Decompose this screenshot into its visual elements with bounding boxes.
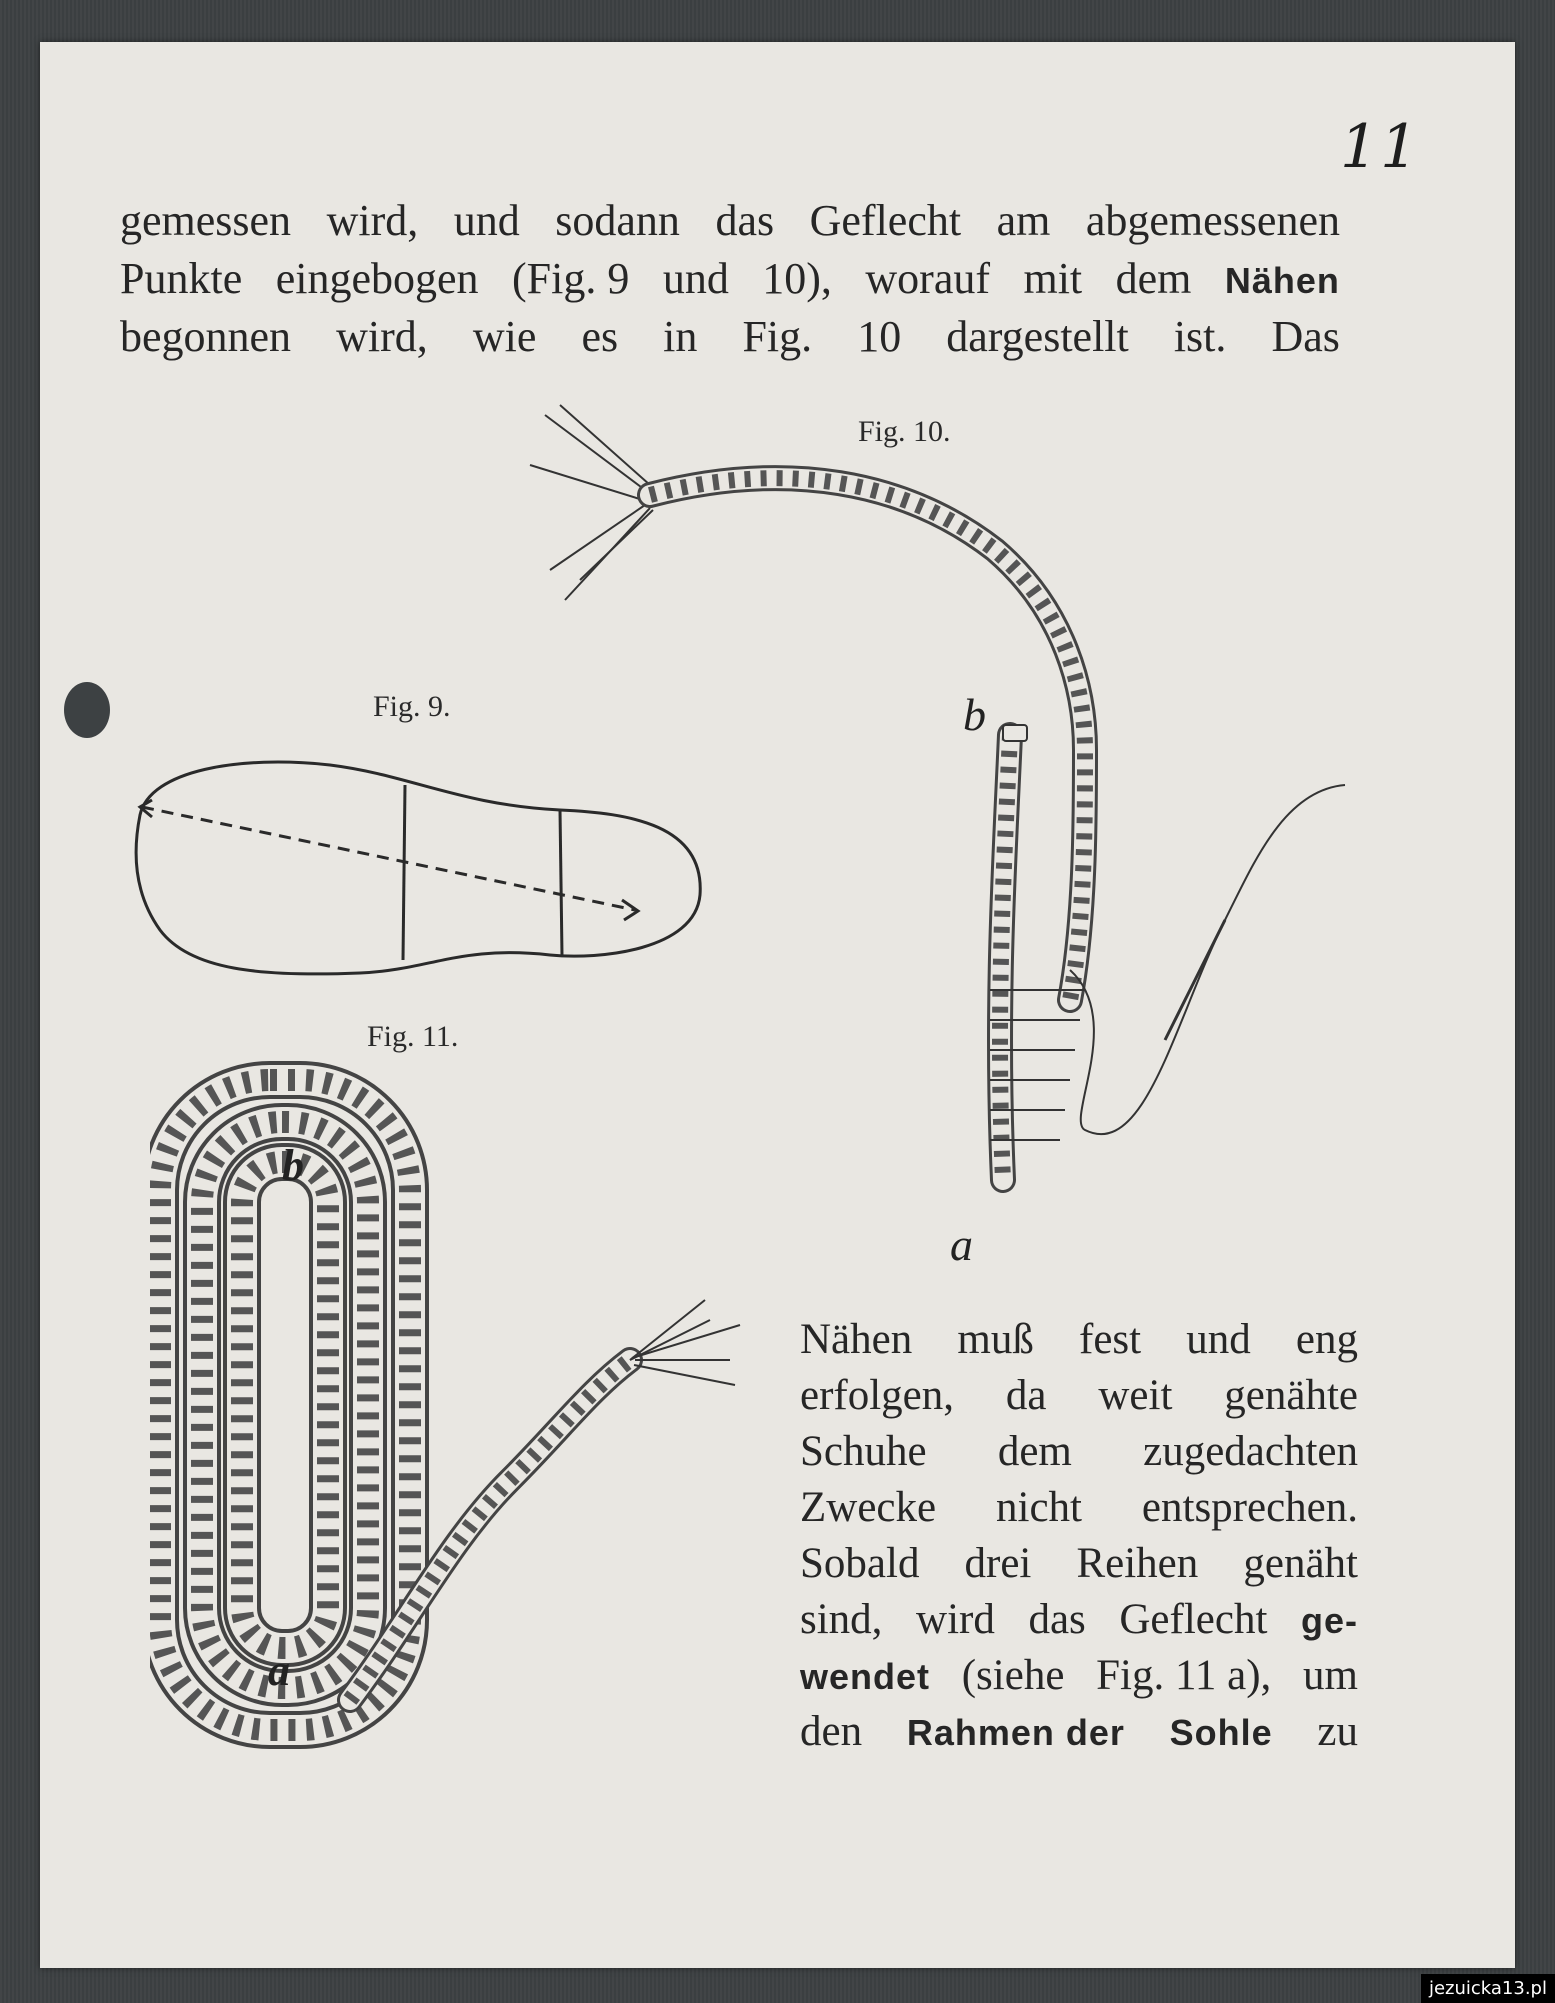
word: ge- [1301,1600,1358,1641]
fig11-caption: Fig. 11. [367,1020,459,1053]
word: Nähen [1224,260,1340,301]
word: sind, [800,1596,883,1643]
word: Zwecke [800,1484,937,1531]
word: zugedachten [1143,1428,1358,1475]
text-line [800,1704,1358,1760]
word: Reihen [1076,1540,1199,1587]
word: da [1005,1372,1047,1419]
word: nicht [996,1484,1082,1531]
fig10-label-b: b [963,689,986,740]
word: das [715,196,775,245]
text-line [800,1648,1358,1704]
fig11-label-b: b [282,1141,304,1190]
word: eingebogen [275,254,479,303]
word: eng [1295,1316,1358,1363]
word: wird, [326,196,419,245]
word: Sohle [1169,1712,1273,1753]
word: (siehe [961,1652,1065,1699]
word: am [996,196,1051,245]
word: weit [1098,1372,1173,1419]
word: es [581,312,619,361]
text-line [800,1480,1358,1536]
word: zu [1317,1708,1358,1755]
text-line [120,250,1340,308]
text-line [800,1592,1358,1648]
word: dem [1115,254,1192,303]
word: genäht [1243,1540,1358,1587]
text-line [120,308,1340,366]
word: das [1028,1596,1086,1643]
top-paragraph [120,192,1340,366]
word: worauf [865,254,991,303]
word: Geflecht [1119,1596,1268,1643]
word: und [1186,1316,1251,1363]
word: Rahmen der [906,1712,1125,1753]
fig9-caption: Fig. 9. [373,690,451,723]
word: den [800,1708,863,1755]
page-number: 11 [1340,112,1421,182]
text-line [800,1536,1358,1592]
text-line [800,1368,1358,1424]
bottom-paragraph [800,1312,1358,1760]
word: wie [472,312,537,361]
word: erfolgen, [800,1372,955,1419]
word: Geflecht [809,196,962,245]
word: gemessen [120,196,292,245]
word: 10 [857,312,902,361]
watermark: jezuicka13.pl [1421,1974,1555,2003]
word: 10), [762,254,832,303]
word: Das [1271,312,1340,361]
word: wird, [336,312,428,361]
word: mit [1023,254,1083,303]
word: und [662,254,729,303]
word: dargestellt [946,312,1129,361]
word: sodann [555,196,680,245]
text-line [800,1424,1358,1480]
fig10-caption: Fig. 10. [858,415,951,448]
word: Fig. 11 a), [1096,1652,1272,1699]
page-edge-notch [64,682,110,738]
word: Fig. [742,312,813,361]
word: Sobald [800,1540,920,1587]
word: um [1303,1652,1358,1699]
word: fest [1079,1316,1142,1363]
word: begonnen [120,312,292,361]
word: muß [957,1316,1034,1363]
word: Schuhe [800,1428,927,1475]
word: wird [916,1596,995,1643]
word: Nähen [800,1316,913,1363]
word: wendet [800,1656,931,1697]
word: entsprechen. [1141,1484,1358,1531]
word: genähte [1224,1372,1358,1419]
fig11-label-a: a [268,1646,290,1695]
fig11-coiled-sole-illustration [150,1060,750,1760]
word: in [663,312,698,361]
word: Punkte [120,254,243,303]
word: abgemessenen [1085,196,1340,245]
word: dem [997,1428,1072,1475]
fig10-label-a: a [950,1219,973,1270]
word: und [453,196,520,245]
text-line [800,1312,1358,1368]
text-line [120,192,1340,250]
word: drei [964,1540,1032,1587]
word: (Fig. 9 [511,254,630,303]
word: ist. [1173,312,1227,361]
